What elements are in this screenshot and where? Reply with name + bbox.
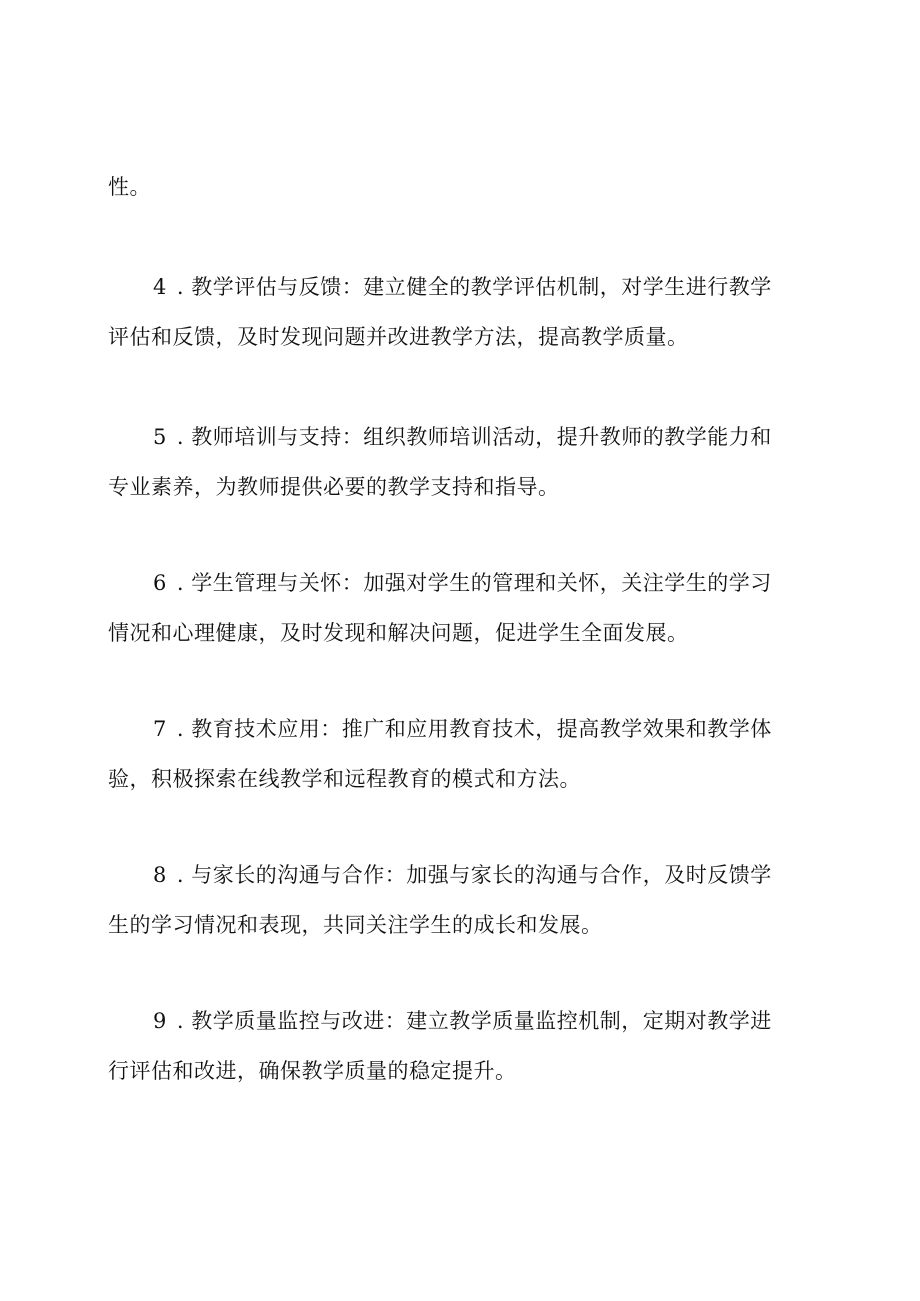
item-4-line1: [153, 273, 772, 301]
item-9-line2: 行评估和改进，确保教学质量的稳定提升。: [108, 1059, 517, 1083]
item-9-line1: [153, 1007, 772, 1035]
item-7-line2: 验，积极探索在线教学和远程教育的模式和方法。: [108, 767, 581, 791]
item-9-number: 9: [153, 1009, 167, 1033]
item-5-number: 5: [153, 425, 167, 449]
item-8-line1: [153, 861, 772, 889]
item-7-text: . 教育技术应用：推广和应用教育技术，提高教学效果和教学体: [176, 717, 772, 741]
item-8-line2: 生的学习情况和表现，共同关注学生的成长和发展。: [108, 913, 603, 937]
item-9-text: . 教学质量监控与改进：建立教学质量监控机制，定期对教学进: [176, 1009, 772, 1033]
item-7-number: 7: [153, 717, 167, 741]
item-5-text: . 教师培训与支持：组织教师培训活动，提升教师的教学能力和: [176, 425, 772, 449]
item-5-line1: [153, 423, 772, 451]
item-4-line2: 评估和反馈，及时发现问题并改进教学方法，提高教学质量。: [108, 325, 689, 349]
item-4-text: . 教学评估与反馈：建立健全的教学评估机制，对学生进行教学: [176, 275, 772, 299]
item-8-text: . 与家长的沟通与合作：加强与家长的沟通与合作，及时反馈学: [176, 863, 772, 887]
item-8-number: 8: [153, 863, 167, 887]
item-5-line2: 专业素养，为教师提供必要的教学支持和指导。: [108, 475, 560, 499]
item-6-line1: [153, 569, 772, 597]
item-7-line1: [153, 715, 772, 743]
item-6-line2: 情况和心理健康，及时发现和解决问题，促进学生全面发展。: [108, 621, 689, 645]
item-6-number: 6: [153, 571, 167, 595]
item-4-number: 4: [153, 275, 167, 299]
continuation-text: 性。: [108, 175, 151, 199]
item-6-text: . 学生管理与关怀：加强对学生的管理和关怀，关注学生的学习: [176, 571, 772, 595]
